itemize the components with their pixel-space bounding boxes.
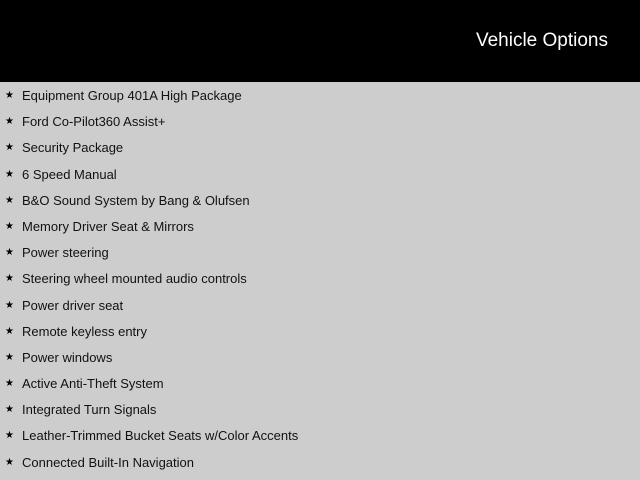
option-item — [0, 293, 640, 319]
option-label: Equipment Group 401A High Package — [22, 88, 242, 103]
option-item — [0, 423, 640, 449]
option-label: Connected Built-In Navigation — [22, 454, 194, 470]
option-label: Security Package — [22, 140, 124, 156]
star-icon: ★ — [5, 168, 14, 180]
option-label: Power steering — [22, 245, 109, 261]
star-icon: ★ — [5, 247, 14, 259]
vehicle-options-list — [0, 83, 640, 476]
page-title: Vehicle Options — [475, 30, 608, 51]
star-icon: ★ — [5, 404, 14, 416]
option-item — [0, 83, 640, 109]
star-icon: ★ — [5, 325, 14, 337]
option-label: Memory Driver Seat & Mirrors — [22, 218, 194, 234]
star-icon: ★ — [5, 116, 14, 128]
option-item — [0, 188, 640, 214]
star-icon: ★ — [5, 430, 14, 442]
option-item — [0, 345, 640, 371]
option-item — [0, 397, 640, 423]
option-item — [0, 135, 640, 161]
option-item — [0, 450, 640, 476]
star-icon: ★ — [5, 194, 14, 206]
option-item — [0, 214, 640, 240]
option-label: Leather-Trimmed Bucket Seats w/Color Accents — [22, 428, 299, 444]
option-label: Remote keyless entry — [22, 323, 147, 339]
option-label: Ford Co-Pilot360 Assist+ — [22, 114, 166, 130]
option-label: B&O Sound System by Bang & Olufsen — [22, 192, 250, 208]
option-item — [0, 371, 640, 397]
option-item — [0, 162, 640, 188]
option-label: Power driver seat — [22, 297, 124, 313]
option-item — [0, 319, 640, 345]
option-label: 6 Speed Manual — [22, 166, 117, 182]
option-item — [0, 266, 640, 292]
option-item — [0, 240, 640, 266]
star-icon: ★ — [5, 456, 14, 468]
star-icon: ★ — [5, 299, 14, 311]
star-icon: ★ — [5, 142, 14, 154]
option-label: Integrated Turn Signals — [22, 402, 157, 418]
star-icon: ★ — [5, 378, 14, 390]
header-bar — [0, 0, 640, 82]
option-item — [0, 109, 640, 135]
option-label: Active Anti-Theft System — [22, 376, 164, 392]
option-label: Steering wheel mounted audio controls — [22, 271, 247, 287]
option-label: Power windows — [22, 349, 113, 365]
star-icon: ★ — [5, 273, 14, 285]
star-icon: ★ — [5, 351, 14, 363]
star-icon: ★ — [5, 90, 14, 101]
star-icon: ★ — [5, 220, 14, 232]
